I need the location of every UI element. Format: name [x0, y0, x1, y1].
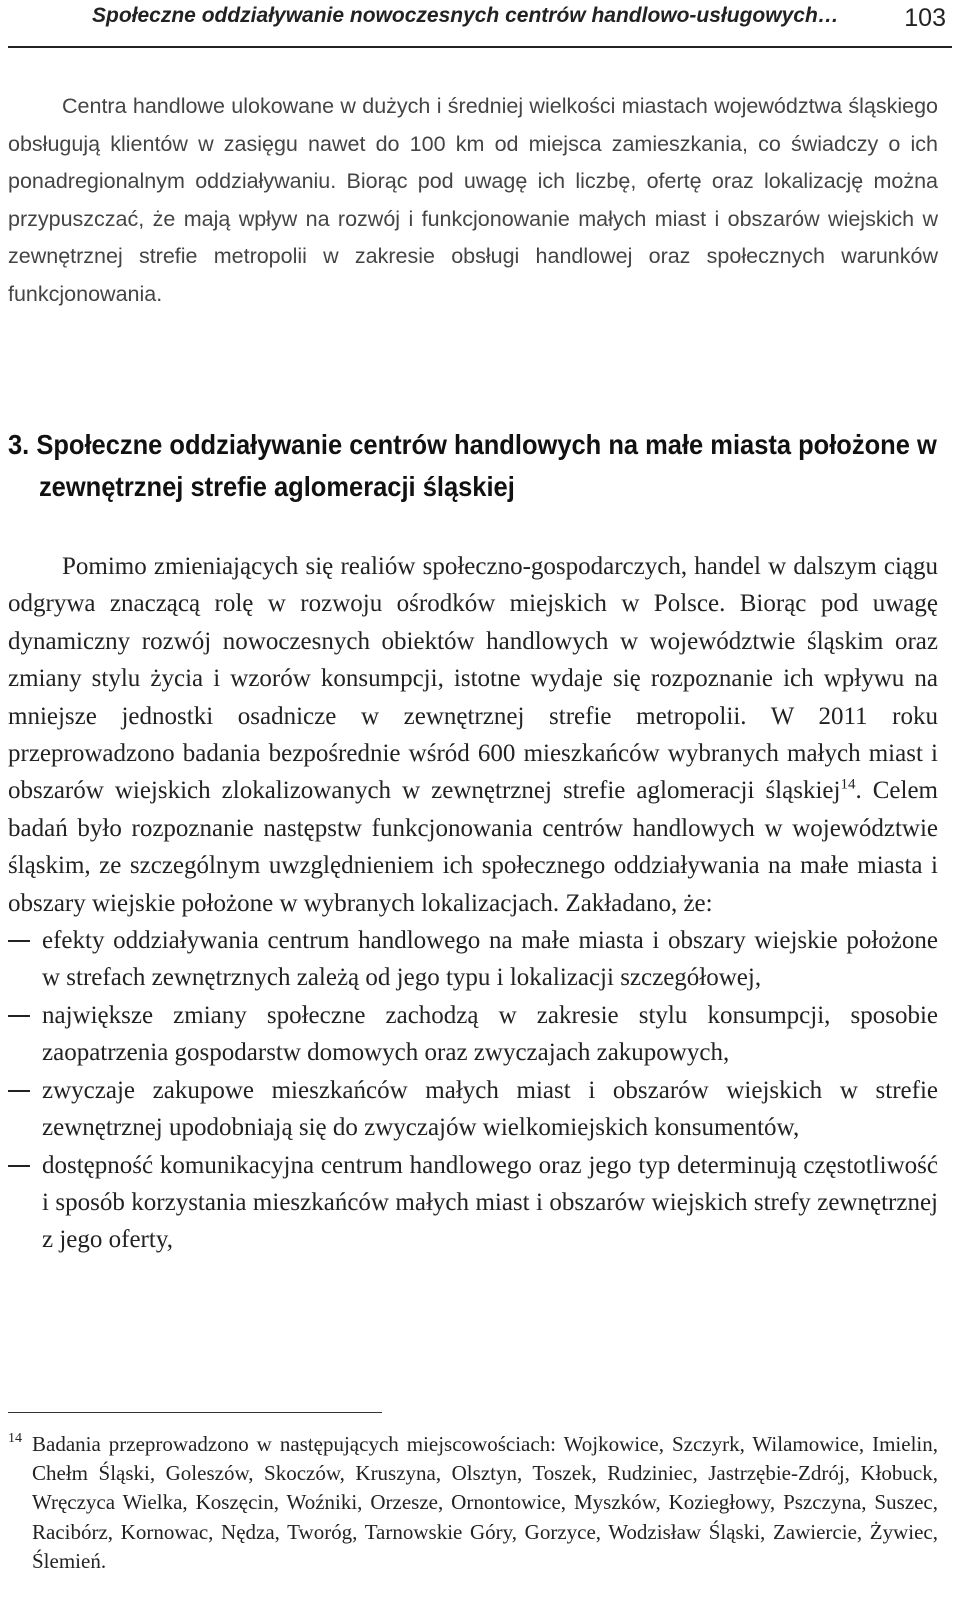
footnote-text: Badania przeprowadzono w następujących miejscowościach: Wojkowice, Szczyrk, Wilamowice, Imielin, Chełm Śląski, Goleszów, Skoczów, Kruszyna, Olsztyn, Toszek, Rudziniec, Jastrzębie-Zdrój, Kłobuck, Wręczyca Wielka, Koszęcin, Woźniki, Orzesze, Ornontowice, Myszków, Koziegłowy, Pszczyna, Suszec, Racibórz, Kornowac, Nędza, Tworóg, Tarnowskie Góry, Gorzyce, Wodzisław Śląski, Zawiercie, Żywiec, Ślemień.: [32, 1432, 938, 1573]
dash-bullet-icon: [8, 1015, 30, 1017]
footnote: [8, 1430, 938, 1576]
intro-paragraph: Centra handlowe ulokowane w dużych i średniej wielkości miastach województwa śląskiego obsługują klientów w zasięgu nawet do 100 km od miejsca zamieszkania, co świadczy o ich ponadregionalnym oddziaływaniu. Biorąc pod uwagę ich liczbę, ofertę oraz lokalizację można przypuszczać, że mają wpływ na rozwój i funkcjonowanie małych miast i obszarów wiejskich w zewnętrznej strefie metropolii w zakresie obsługi handlowej oraz społecznych warunków funkcjonowania.: [8, 94, 938, 306]
list-item-text: efekty oddziaływania centrum handlowego na małe miasta i obszary wiejskie położone w strefach zewnętrznych zależą od jego typu i lokalizacji szczegółowej,: [42, 927, 938, 992]
dash-bullet-icon: [8, 1090, 30, 1092]
list-item-text: największe zmiany społeczne zachodzą w zakresie stylu konsumpcji, sposobie zaopatrzenia gospodarstw domowych oraz zwyczajach zakupowych,: [42, 1001, 938, 1067]
dash-bullet-icon: [8, 1165, 30, 1167]
paragraph-text-part-1: Pomimo zmieniających się realiów społeczno-gospodarczych, handel w dalszym ciągu odgrywa znaczącą rolę w rozwoju ośrodków miejskich w Polsce. Biorąc pod uwagę dynamiczny rozwój nowoczesnych obiektów handlowych w województwie śląskim oraz zmiany stylu życia i wzorów konsumpcji, istotne wydaje się rozpoznanie ich wpływu na mniejsze jednostki osadnicze w zewnętrznej strefie metropolii. W 2011 roku przeprowadzono badania bezpośrednie wśród 600 mieszkańców wybranych małych miast i obszarów wiejskich zlokalizowanych w zewnętrznej strefie aglomeracji śląskiej: [8, 553, 938, 805]
page-number: 103: [904, 4, 946, 32]
footnote-number: 14: [8, 1431, 22, 1446]
dash-bullet-icon: [8, 940, 30, 942]
list-item-text: dostępność komunikacyjna centrum handlowego oraz jego typ determinują częstotliwość i sposób korzystania mieszkańców małych miast i obszarów wiejskich strefy zewnętrznej z jego oferty,: [42, 1151, 938, 1254]
section-paragraph: [8, 548, 938, 922]
footnote-separator: [8, 1412, 382, 1413]
paragraph-text-part-2: . Celem badań było rozpoznanie następstw funkcjonowania centrów handlowych w województwie śląskim, ze szczególnym uwzględnieniem ich społecznego oddziaływania na małe miasta i obszary wiejskie położone w wybranych lokalizacjach. Zakładano, że:: [8, 777, 938, 917]
list-item-text: zwyczaje zakupowe mieszkańców małych miast i obszarów wiejskich w strefie zewnętrznej upodobniają się do zwyczajów wielkomiejskich konsumentów,: [42, 1076, 938, 1142]
list-item: [8, 997, 938, 1072]
hypotheses-list: [8, 922, 938, 1259]
running-header: [8, 0, 952, 48]
section-body: [8, 548, 938, 1259]
footnote-reference[interactable]: 14: [840, 777, 856, 794]
running-header-title: Społeczne oddziaływanie nowoczesnych centrów handlowo-usługowych…: [92, 4, 839, 27]
list-item: [8, 1147, 938, 1259]
list-item: [8, 1072, 938, 1147]
list-item: [8, 922, 938, 997]
section-heading: 3. Społeczne oddziaływanie centrów handlowych na małe miasta położone w zewnętrznej strefie aglomeracji śląskiej: [8, 429, 937, 502]
